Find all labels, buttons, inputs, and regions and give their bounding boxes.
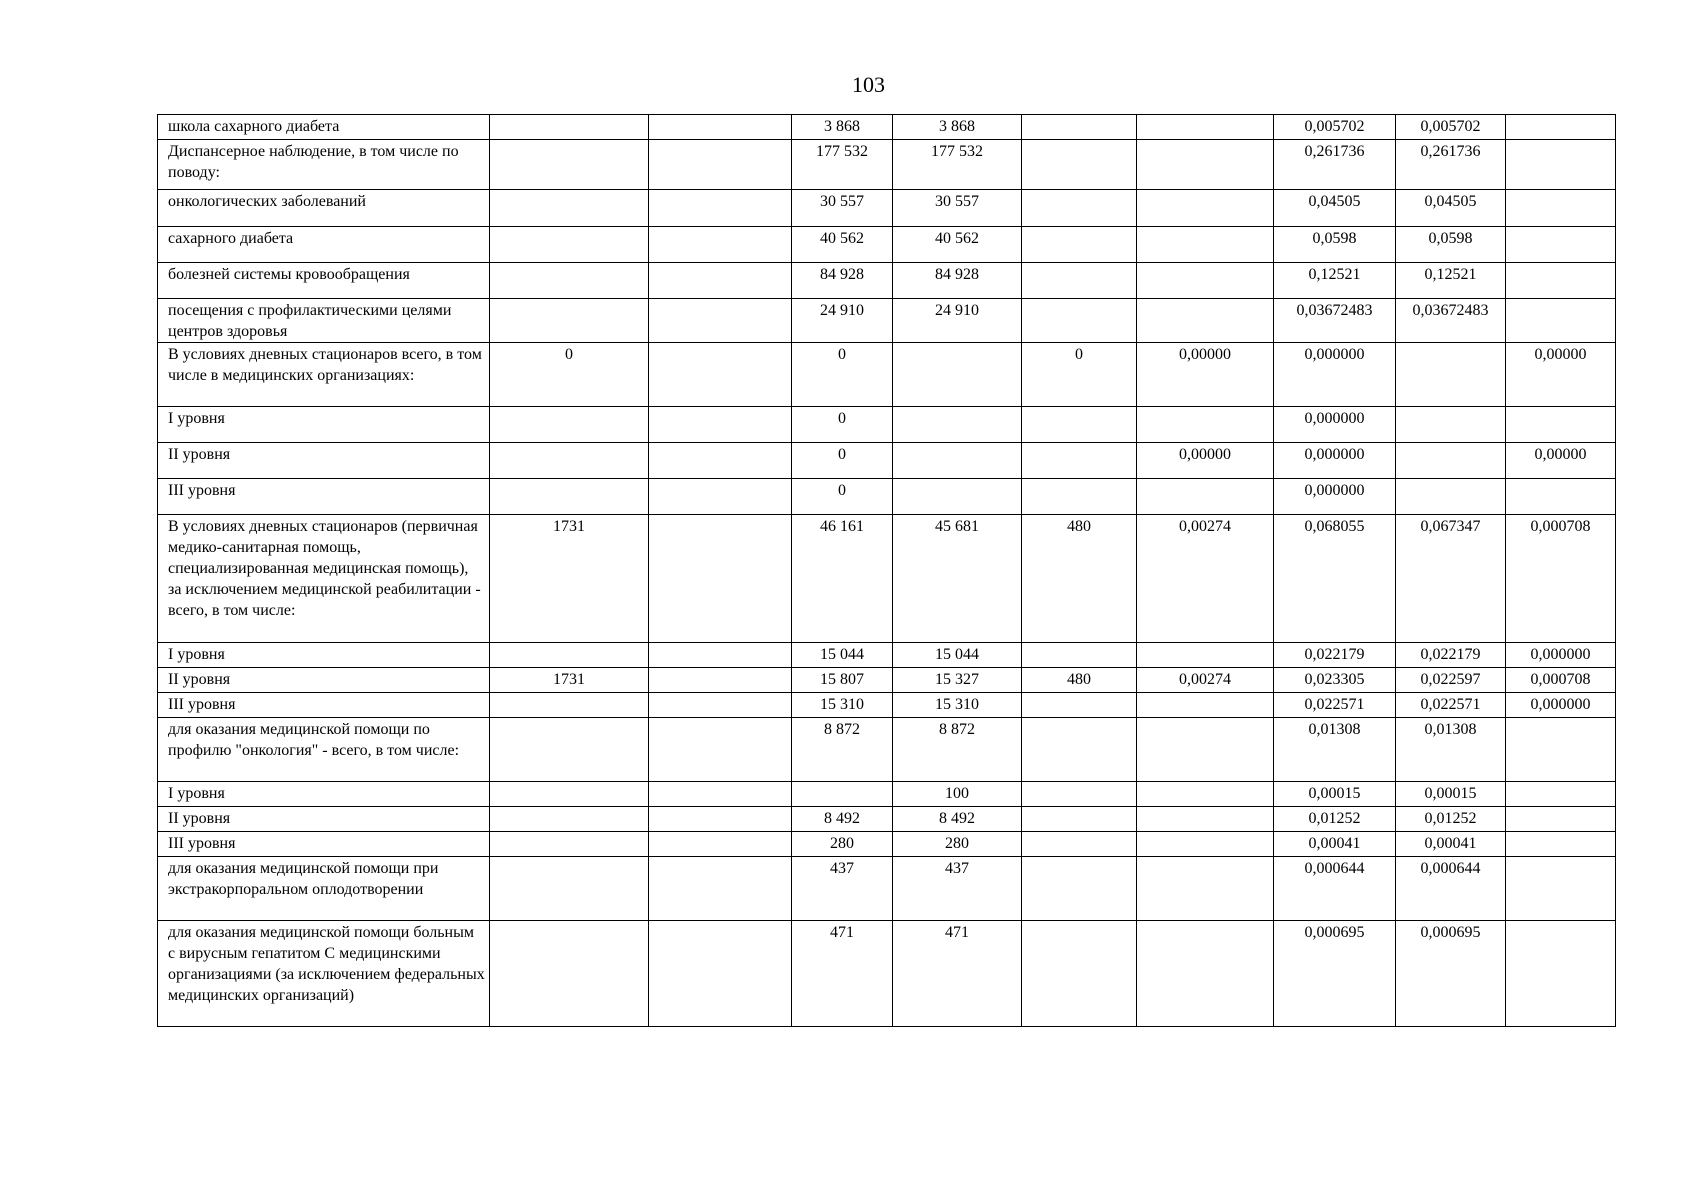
value-cell: 0,00015 [1274,782,1396,807]
value-cell [490,693,649,718]
value-cell [490,857,649,921]
value-cell [1506,921,1616,1027]
value-cell: 177 532 [893,140,1022,190]
value-cell [1506,263,1616,299]
value-cell [1137,857,1274,921]
table-row [158,921,1616,1027]
value-cell: 0,00000 [1506,343,1616,407]
value-cell: 40 562 [893,227,1022,263]
row-label-cell: III уровня [158,832,490,857]
value-cell: 0,00274 [1137,515,1274,643]
value-cell: 84 928 [893,263,1022,299]
value-cell [1137,782,1274,807]
value-cell [1137,299,1274,343]
value-cell [490,479,649,515]
value-cell [649,643,792,668]
row-label-cell: сахарного диабета [158,227,490,263]
value-cell [490,299,649,343]
value-cell: 3 868 [792,115,893,140]
value-cell: 0,000000 [1274,407,1396,443]
page-number: 103 [852,72,885,97]
value-cell [1506,857,1616,921]
value-cell: 0,00000 [1137,343,1274,407]
value-cell [649,857,792,921]
value-cell: 30 557 [893,190,1022,227]
value-cell [1137,479,1274,515]
table-row [158,115,1616,140]
value-cell [1022,479,1137,515]
row-label-cell: Диспансерное наблюдение, в том числе по поводу: [158,140,490,190]
value-cell [1022,718,1137,782]
value-cell: 8 872 [792,718,893,782]
table-row [158,299,1616,343]
value-cell [1022,190,1137,227]
value-cell: 8 872 [893,718,1022,782]
value-cell: 0,01308 [1396,718,1506,782]
value-cell [893,443,1022,479]
value-cell [649,299,792,343]
value-cell: 0,04505 [1274,190,1396,227]
value-cell [490,115,649,140]
value-cell: 0,12521 [1396,263,1506,299]
value-cell: 24 910 [792,299,893,343]
table-row [158,263,1616,299]
table-row [158,807,1616,832]
value-cell: 3 868 [893,115,1022,140]
value-cell [490,643,649,668]
value-cell [1137,227,1274,263]
value-cell: 0,005702 [1274,115,1396,140]
value-cell: 24 910 [893,299,1022,343]
value-cell [490,718,649,782]
table-row [158,343,1616,407]
table-row [158,668,1616,693]
value-cell [649,190,792,227]
value-cell: 0,03672483 [1274,299,1396,343]
value-cell [1506,407,1616,443]
row-label-cell: для оказания медицинской помощи больным с вирусным гепатитом С медицинскими организациями (за исключением федеральных медицинских организаций) [158,921,490,1027]
value-cell [649,515,792,643]
table-row [158,643,1616,668]
table-row [158,718,1616,782]
value-cell: 8 492 [792,807,893,832]
value-cell [649,443,792,479]
value-cell: 0,00000 [1506,443,1616,479]
row-label-cell: III уровня [158,479,490,515]
value-cell: 0,000695 [1274,921,1396,1027]
value-cell [1137,407,1274,443]
data-table [157,114,1616,1027]
value-cell [1137,921,1274,1027]
value-cell: 0,01252 [1396,807,1506,832]
value-cell [490,443,649,479]
value-cell [1022,443,1137,479]
value-cell: 0 [490,343,649,407]
value-cell: 15 310 [792,693,893,718]
value-cell: 0,01308 [1274,718,1396,782]
value-cell: 0 [792,443,893,479]
value-cell [1137,263,1274,299]
table-row [158,782,1616,807]
value-cell: 0 [1022,343,1137,407]
row-label-cell: II уровня [158,668,490,693]
value-cell [1506,115,1616,140]
value-cell: 480 [1022,668,1137,693]
value-cell: 1731 [490,515,649,643]
value-cell: 280 [792,832,893,857]
value-cell [649,479,792,515]
value-cell: 15 807 [792,668,893,693]
value-cell [1506,140,1616,190]
value-cell: 0,000000 [1506,693,1616,718]
value-cell: 0,023305 [1274,668,1396,693]
value-cell: 177 532 [792,140,893,190]
value-cell [1022,807,1137,832]
value-cell [1022,782,1137,807]
table-row [158,832,1616,857]
value-cell: 0,022571 [1396,693,1506,718]
value-cell: 0,005702 [1396,115,1506,140]
value-cell [1506,832,1616,857]
value-cell [1396,479,1506,515]
value-cell [1022,643,1137,668]
value-cell: 0 [792,479,893,515]
value-cell: 0,000644 [1396,857,1506,921]
value-cell [649,115,792,140]
row-label-cell: В условиях дневных стационаров всего, в том числе в медицинских организациях: [158,343,490,407]
value-cell [649,668,792,693]
value-cell: 100 [893,782,1022,807]
row-label-cell: II уровня [158,443,490,479]
value-cell: 40 562 [792,227,893,263]
value-cell: 0,00041 [1274,832,1396,857]
value-cell [893,479,1022,515]
table-row [158,479,1616,515]
value-cell [1396,443,1506,479]
value-cell [1137,190,1274,227]
value-cell: 15 044 [792,643,893,668]
table-row [158,857,1616,921]
value-cell: 0,000708 [1506,515,1616,643]
value-cell [490,140,649,190]
value-cell: 0,261736 [1274,140,1396,190]
value-cell [649,343,792,407]
value-cell [1506,479,1616,515]
value-cell [1506,782,1616,807]
value-cell [1137,643,1274,668]
table-row [158,443,1616,479]
value-cell [1137,807,1274,832]
value-cell [490,407,649,443]
row-label-cell: III уровня [158,693,490,718]
value-cell [1396,407,1506,443]
value-cell: 0,000000 [1274,479,1396,515]
value-cell: 280 [893,832,1022,857]
value-cell [649,782,792,807]
value-cell [649,263,792,299]
value-cell [893,407,1022,443]
value-cell: 0 [792,343,893,407]
row-label-cell: для оказания медицинской помощи по профилю "онкология" - всего, в том числе: [158,718,490,782]
row-label-cell: онкологических заболеваний [158,190,490,227]
value-cell [1506,227,1616,263]
value-cell: 0,000000 [1274,343,1396,407]
value-cell: 0,022597 [1396,668,1506,693]
value-cell [1137,832,1274,857]
value-cell: 471 [893,921,1022,1027]
table-row [158,407,1616,443]
value-cell [1022,407,1137,443]
value-cell [1022,299,1137,343]
value-cell: 0 [792,407,893,443]
value-cell: 0,022179 [1396,643,1506,668]
table-row [158,227,1616,263]
value-cell [1022,921,1137,1027]
value-cell [1137,140,1274,190]
value-cell: 0,0598 [1396,227,1506,263]
value-cell: 0,068055 [1274,515,1396,643]
table-row [158,190,1616,227]
row-label-cell: I уровня [158,643,490,668]
value-cell [490,227,649,263]
value-cell: 0,04505 [1396,190,1506,227]
value-cell [649,921,792,1027]
value-cell: 8 492 [893,807,1022,832]
value-cell [792,782,893,807]
value-cell [1022,115,1137,140]
value-cell: 0,00274 [1137,668,1274,693]
value-cell: 30 557 [792,190,893,227]
value-cell [1506,807,1616,832]
value-cell [490,807,649,832]
value-cell: 46 161 [792,515,893,643]
value-cell: 15 310 [893,693,1022,718]
value-cell [1506,718,1616,782]
row-label-cell: I уровня [158,407,490,443]
value-cell: 0,01252 [1274,807,1396,832]
value-cell [649,407,792,443]
value-cell: 0,000708 [1506,668,1616,693]
value-cell: 0,000000 [1274,443,1396,479]
value-cell: 15 327 [893,668,1022,693]
value-cell [1022,227,1137,263]
row-label-cell: болезней системы кровообращения [158,263,490,299]
table-row [158,140,1616,190]
value-cell [490,921,649,1027]
value-cell [1506,299,1616,343]
value-cell [1022,832,1137,857]
value-cell: 437 [792,857,893,921]
value-cell [490,832,649,857]
value-cell: 0,022179 [1274,643,1396,668]
value-cell [1022,263,1137,299]
value-cell: 84 928 [792,263,893,299]
value-cell [1022,693,1137,718]
value-cell [1396,343,1506,407]
value-cell [1137,115,1274,140]
value-cell: 0,00015 [1396,782,1506,807]
value-cell: 0,022571 [1274,693,1396,718]
value-cell [490,263,649,299]
value-cell: 471 [792,921,893,1027]
row-label-cell: В условиях дневных стационаров (первичная медико-санитарная помощь, специализированная медицинская помощь), за исключением медицинской реабилитации - всего, в том числе: [158,515,490,643]
value-cell [649,140,792,190]
value-cell [1022,857,1137,921]
row-label-cell: школа сахарного диабета [158,115,490,140]
value-cell [490,782,649,807]
row-label-cell: I уровня [158,782,490,807]
value-cell: 437 [893,857,1022,921]
value-cell: 0,00000 [1137,443,1274,479]
value-cell [649,832,792,857]
value-cell [649,693,792,718]
value-cell: 15 044 [893,643,1022,668]
value-cell: 0,261736 [1396,140,1506,190]
value-cell: 1731 [490,668,649,693]
value-cell: 0,000695 [1396,921,1506,1027]
value-cell: 0,03672483 [1396,299,1506,343]
value-cell: 480 [1022,515,1137,643]
value-cell: 0,00041 [1396,832,1506,857]
value-cell: 0,12521 [1274,263,1396,299]
value-cell: 0,000644 [1274,857,1396,921]
table-row [158,693,1616,718]
row-label-cell: для оказания медицинской помощи при экстракорпоральном оплодотворении [158,857,490,921]
row-label-cell: II уровня [158,807,490,832]
value-cell [490,190,649,227]
value-cell [1022,140,1137,190]
value-cell: 0,000000 [1506,643,1616,668]
value-cell [893,343,1022,407]
value-cell [649,227,792,263]
value-cell [1137,718,1274,782]
value-cell: 0,067347 [1396,515,1506,643]
value-cell [1506,190,1616,227]
row-label-cell: посещения с профилактическими целями центров здоровья [158,299,490,343]
value-cell [649,718,792,782]
value-cell [649,807,792,832]
value-cell: 0,0598 [1274,227,1396,263]
table-row [158,515,1616,643]
value-cell [1137,693,1274,718]
value-cell: 45 681 [893,515,1022,643]
